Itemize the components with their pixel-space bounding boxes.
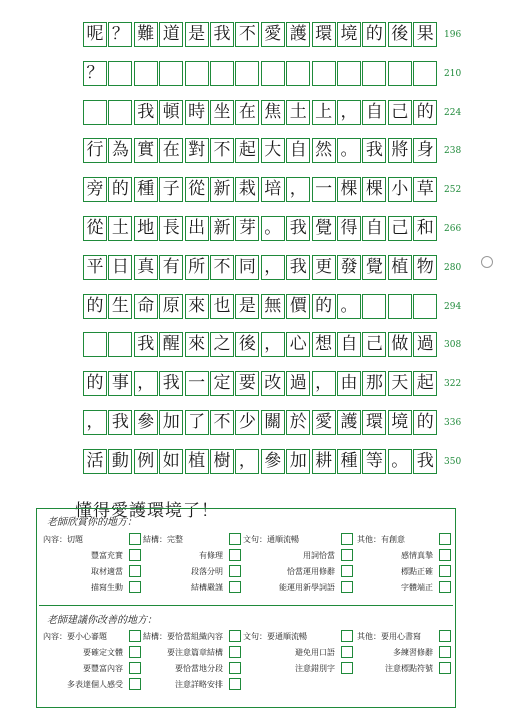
grid-cell: 心 [286,332,310,357]
grid-cell: 長 [159,216,183,241]
grid-cell: 做 [388,332,412,357]
checkbox-icon[interactable] [439,565,451,577]
grid-cell: 。 [388,449,412,474]
improve-item: 要確定文體 [83,648,123,657]
grid-cell: 得 [337,216,361,241]
grid-cell [362,61,386,86]
grid-cell: ？ [83,61,107,86]
praise-column-head: 內容：切題 [43,535,83,544]
praise-item: 感情真摯 [401,551,433,560]
grid-cell: 旁 [83,177,107,202]
checkbox-icon[interactable] [229,678,241,690]
grid-cell: 不 [210,255,234,280]
grid-cell: 大 [261,138,285,163]
grid-cell: 也 [210,294,234,319]
grid-cell: 來 [185,294,209,319]
teacher-feedback-box [36,508,456,708]
grid-cell: 參 [134,410,158,435]
grid-cell: 實 [134,138,158,163]
grid-cell: 發 [337,255,361,280]
grid-cell: 是 [185,22,209,47]
improve-item: 多練習修辭 [393,648,433,657]
grid-cell: 呢 [83,22,107,47]
grid-cell: 然 [312,138,336,163]
praise-item: 能運用新學詞語 [279,583,335,592]
grid-cell: 事 [108,371,132,396]
improve-column-head: 文句：要通順流暢 [243,632,307,641]
grid-cell: 我 [210,22,234,47]
grid-cell: 植 [185,449,209,474]
grid-cell: 關 [261,410,285,435]
grid-cell: 境 [388,410,412,435]
grid-cell: 的 [413,100,437,125]
improve-item: 多表達個人感受 [67,680,123,689]
checkbox-icon[interactable] [129,565,141,577]
grid-cell: 。 [337,294,361,319]
improve-column-head: 結構：要恰當組織內容 [143,632,223,641]
grid-cell: 想 [312,332,336,357]
grid-cell: 己 [388,100,412,125]
grid-cell: 從 [83,216,107,241]
grid-cell: 的 [108,177,132,202]
grid-cell: ？ [108,22,132,47]
grid-cell: 不 [210,410,234,435]
grid-cell [210,61,234,86]
grid-cell: 我 [286,255,310,280]
improve-item: 避免用口語 [295,648,335,657]
grid-cell: 覺 [362,255,386,280]
checkbox-icon[interactable] [229,581,241,593]
grid-cell: 和 [413,216,437,241]
grid-cell: 栽 [235,177,259,202]
grid-row [83,449,438,474]
grid-row [83,177,438,202]
praise-item: 有條理 [199,551,223,560]
grid-cell: 自 [337,332,361,357]
grid-cell: 加 [159,410,183,435]
grid-cell: 地 [134,216,158,241]
grid-cell: 命 [134,294,158,319]
grid-cell [362,294,386,319]
grid-cell: 行 [83,138,107,163]
grid-cell: 無 [261,294,285,319]
grid-cell: 道 [159,22,183,47]
grid-cell: 將 [388,138,412,163]
praise-item: 恰當運用修辭 [287,567,335,576]
grid-cell: 棵 [337,177,361,202]
grid-cell: 所 [185,255,209,280]
binder-hole-icon [481,256,493,268]
grid-cell: 環 [362,410,386,435]
grid-cell [388,294,412,319]
checkbox-icon[interactable] [439,549,451,561]
grid-cell: 改 [261,371,285,396]
grid-cell: 焦 [261,100,285,125]
grid-cell: 覺 [312,216,336,241]
improve-item: 要豐富內容 [83,664,123,673]
grid-cell: 的 [83,371,107,396]
grid-cell [261,61,285,86]
char-count-label: 350 [444,456,462,467]
grid-cell: 上 [312,100,336,125]
grid-cell: 真 [134,255,158,280]
grid-cell: 在 [159,138,183,163]
checkbox-icon[interactable] [229,646,241,658]
grid-cell: 如 [159,449,183,474]
grid-cell: 天 [388,371,412,396]
improve-item: 要注意篇章結構 [167,648,223,657]
grid-cell: ， [83,410,107,435]
grid-cell: 護 [286,22,310,47]
improve-column-head: 內容：要小心審題 [43,632,107,641]
grid-cell: 難 [134,22,158,47]
grid-cell [312,61,336,86]
grid-cell: 一 [185,371,209,396]
grid-cell: 醒 [159,332,183,357]
grid-cell: 由 [337,371,361,396]
grid-row [83,294,438,319]
grid-cell: 環 [312,22,336,47]
grid-cell: 要 [235,371,259,396]
grid-cell: ， [235,449,259,474]
checkbox-icon[interactable] [129,533,141,545]
grid-cell: 過 [286,371,310,396]
praise-column-head: 其他：有創意 [357,535,405,544]
checkbox-icon[interactable] [229,549,241,561]
grid-cell: 護 [337,410,361,435]
checkbox-icon[interactable] [229,533,241,545]
improve-title: 老師建議你改善的地方： [47,615,157,626]
praise-item: 豐富充實 [91,551,123,560]
checkbox-icon[interactable] [229,565,241,577]
grid-cell: 。 [261,216,285,241]
grid-cell: 愛 [312,410,336,435]
grid-cell: 後 [388,22,412,47]
grid-cell: 於 [286,410,310,435]
grid-cell: 芽 [235,216,259,241]
grid-cell: 果 [413,22,437,47]
grid-cell: ， [261,255,285,280]
grid-cell: 平 [83,255,107,280]
checkbox-icon[interactable] [341,646,353,658]
improve-item: 要恰當地分段 [175,664,223,673]
praise-title: 老師欣賞你的地方： [47,517,137,528]
char-count-label: 280 [444,262,462,273]
grid-cell: 價 [286,294,310,319]
grid-cell: 從 [185,177,209,202]
grid-row [83,22,438,47]
char-count-label: 252 [444,185,462,196]
grid-cell: 草 [413,177,437,202]
grid-cell: 新 [210,177,234,202]
grid-cell [413,61,437,86]
grid-cell: 起 [235,138,259,163]
grid-cell [134,61,158,86]
grid-cell [235,61,259,86]
grid-cell: 我 [134,100,158,125]
praise-column-head: 文句：通順流暢 [243,535,299,544]
char-count-label: 238 [444,146,462,157]
grid-cell [413,294,437,319]
grid-cell: 。 [337,138,361,163]
char-count-label: 336 [444,418,462,428]
grid-cell: 棵 [362,177,386,202]
grid-row [83,410,438,435]
grid-cell [108,332,132,357]
praise-item: 結構嚴謹 [191,583,223,592]
grid-cell: 自 [286,138,310,163]
grid-cell: 例 [134,449,158,474]
grid-cell: 愛 [261,22,285,47]
praise-item: 字體端正 [401,583,433,592]
checkbox-icon[interactable] [129,581,141,593]
grid-cell: 更 [312,255,336,280]
praise-item: 取材適當 [91,567,123,576]
grid-cell: 少 [235,410,259,435]
grid-cell: 起 [413,371,437,396]
praise-item: 標點正確 [401,567,433,576]
improve-item: 注意詳略安排 [175,680,223,689]
checkbox-icon[interactable] [341,581,353,593]
checkbox-icon[interactable] [229,630,241,642]
char-count-label: 266 [444,224,462,234]
grid-cell: 坐 [210,100,234,125]
grid-cell: ， [312,371,336,396]
grid-cell: 樹 [210,449,234,474]
grid-cell: 我 [108,410,132,435]
grid-cell [108,61,132,86]
grid-row [83,138,438,163]
checkbox-icon[interactable] [341,662,353,674]
grid-cell: 之 [210,332,234,357]
checkbox-icon[interactable] [439,646,451,658]
checkbox-icon[interactable] [129,662,141,674]
grid-cell: 的 [413,410,437,435]
checkbox-icon[interactable] [229,662,241,674]
grid-cell: 出 [185,216,209,241]
grid-cell: 在 [235,100,259,125]
grid-cell: 種 [337,449,361,474]
checkbox-icon[interactable] [439,581,451,593]
grid-cell: 物 [413,255,437,280]
char-count-label: 196 [444,30,462,40]
grid-cell: 小 [388,177,412,202]
grid-cell [83,332,107,357]
praise-item: 段落分明 [191,567,223,576]
grid-cell: 活 [83,449,107,474]
grid-cell: ， [134,371,158,396]
grid-row [83,61,438,86]
grid-row [83,371,438,396]
checkbox-icon[interactable] [129,678,141,690]
grid-cell: 那 [362,371,386,396]
checkbox-icon[interactable] [341,549,353,561]
grid-cell [185,61,209,86]
grid-cell: 我 [286,216,310,241]
grid-cell: 植 [388,255,412,280]
grid-cell: 新 [210,216,234,241]
grid-cell: 的 [83,294,107,319]
praise-column-head: 結構：完整 [143,535,183,544]
grid-cell: 過 [413,332,437,357]
grid-cell: 培 [261,177,285,202]
improve-item: 注意錯別字 [295,664,335,673]
grid-row [83,255,438,280]
grid-cell: ， [261,332,285,357]
checkbox-icon[interactable] [129,630,141,642]
grid-cell: 境 [337,22,361,47]
grid-cell: 子 [159,177,183,202]
grid-cell [83,100,107,125]
overflow-handwriting: 懂得愛護環境了！ [75,501,219,521]
grid-cell: 一 [312,177,336,202]
grid-row [83,216,438,241]
checkbox-icon[interactable] [129,549,141,561]
grid-cell: 有 [159,255,183,280]
improve-item: 注意標點符號 [385,664,433,673]
checkbox-icon[interactable] [439,662,451,674]
feedback-divider [39,605,453,606]
grid-cell: 自 [362,100,386,125]
grid-cell: 頓 [159,100,183,125]
char-count-label: 308 [444,340,462,351]
char-count-label: 224 [444,107,462,118]
praise-item: 描寫生動 [91,583,123,592]
grid-cell: 的 [362,22,386,47]
grid-cell: 土 [108,216,132,241]
grid-cell: 我 [134,332,158,357]
char-count-label: 294 [444,301,462,312]
grid-cell: 日 [108,255,132,280]
grid-cell: 原 [159,294,183,319]
grid-cell: 我 [362,138,386,163]
grid-cell [388,61,412,86]
grid-cell: 等 [362,449,386,474]
grid-row [83,100,438,125]
grid-cell: 參 [261,449,285,474]
grid-cell: 生 [108,294,132,319]
grid-cell: 定 [210,371,234,396]
grid-cell: 是 [235,294,259,319]
grid-cell: 身 [413,138,437,163]
improve-column-head: 其他：要用心書寫 [357,632,421,641]
grid-cell: 動 [108,449,132,474]
char-count-label: 210 [444,68,462,79]
grid-cell: 時 [185,100,209,125]
grid-cell [286,61,310,86]
grid-cell: ， [337,100,361,125]
checkbox-icon[interactable] [439,533,451,545]
grid-cell: ， [286,177,310,202]
grid-cell: 了 [185,410,209,435]
grid-cell: 不 [235,22,259,47]
grid-cell: 為 [108,138,132,163]
grid-cell: 不 [210,138,234,163]
praise-item: 用詞恰當 [303,551,335,560]
grid-cell: 我 [413,449,437,474]
grid-cell [108,100,132,125]
grid-row [83,332,438,357]
grid-cell: 耕 [312,449,336,474]
grid-cell: 己 [388,216,412,241]
checkbox-icon[interactable] [341,533,353,545]
grid-cell: 我 [159,371,183,396]
grid-cell: 後 [235,332,259,357]
char-count-label: 322 [444,379,462,390]
grid-cell [337,61,361,86]
grid-cell: 土 [286,100,310,125]
checkbox-icon[interactable] [341,565,353,577]
grid-cell: 種 [134,177,158,202]
grid-cell: 對 [185,138,209,163]
grid-cell: 的 [312,294,336,319]
checkbox-icon[interactable] [439,630,451,642]
grid-cell: 加 [286,449,310,474]
checkbox-icon[interactable] [129,646,141,658]
grid-cell [159,61,183,86]
grid-cell: 來 [185,332,209,357]
checkbox-icon[interactable] [341,630,353,642]
grid-cell: 己 [362,332,386,357]
grid-cell: 同 [235,255,259,280]
grid-cell: 自 [362,216,386,241]
